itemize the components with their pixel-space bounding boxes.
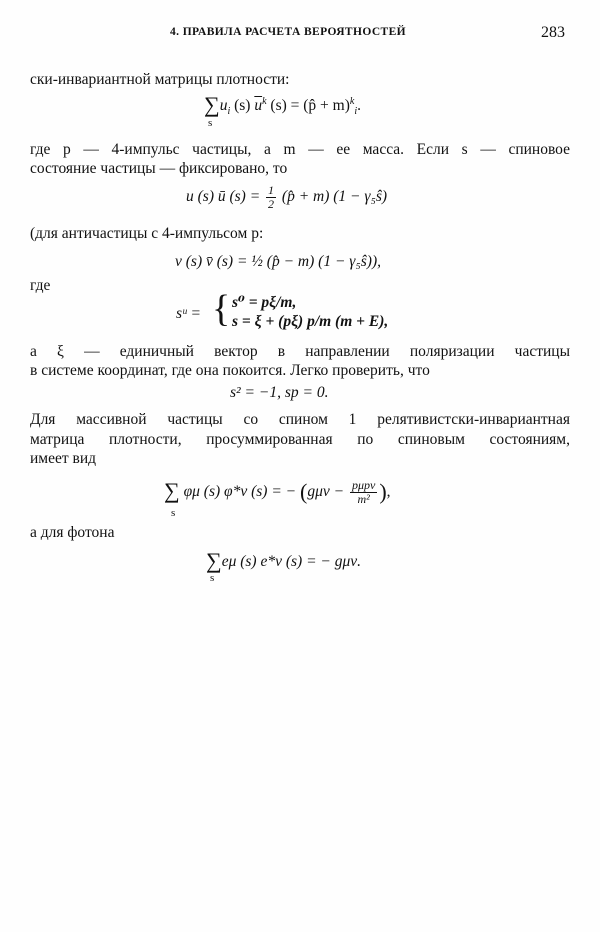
text-line: в системе координат, где она покоится. Легко проверить, что <box>30 362 430 379</box>
sum-index: s <box>171 507 176 519</box>
sum-index: s <box>208 117 213 129</box>
text-line: имеет вид <box>30 450 97 467</box>
equation-vector-density: ∑ φμ (s) φ*ν (s) = − (gμν − $\frac{\text{pμpν}}{\text{m²}}$ ), <box>164 477 391 506</box>
text-line: Для массивной частицы со спином 1 релятивистски-инвариантная <box>30 411 570 428</box>
sum-index: s <box>210 572 215 584</box>
fraction: $\frac{1}{2}$ <box>268 183 275 211</box>
text-line: состояние частицы — фиксировано, то <box>30 160 288 177</box>
left-brace: { <box>212 288 231 330</box>
text-line: а ξ — единичный вектор в направлении поляризации частицы <box>30 343 570 360</box>
equation-antiparticle: v (s) v̄ (s) = ½ (p̂ − m) (1 − γ₅ŝ)), <box>175 253 382 270</box>
fraction: $\frac{\text{pμpν}}{\text{m²}}$ <box>351 477 376 506</box>
equation-fixed-spin: u (s) ū (s) = $\frac{1}{2}$ (p̂ + m) (1 − γ₅ŝ) <box>186 183 388 211</box>
equation-density-sum: $\sum u_i$ (s) $\overline{u}^k$ (s) = (p̂ + m)$^k_i$. <box>204 92 361 117</box>
text-line: (для античастицы с 4-импульсом p: <box>30 225 264 242</box>
text-line: а для фотона <box>30 524 115 541</box>
equation-spin-vector-line-1: s⁰ = pξ/m, <box>232 294 297 311</box>
equation-spin-vector-lhs: sᵘ = <box>176 305 201 322</box>
page-number: 283 <box>541 24 565 41</box>
equation-spin-vector-line-2: s = ξ + (pξ) p/m (m + E), <box>232 313 389 330</box>
text-line: где <box>30 277 51 294</box>
running-title: 4. ПРАВИЛА РАСЧЕТА ВЕРОЯТНОСТЕЙ <box>170 26 407 38</box>
equation-photon-density: ∑eμ (s) e*ν (s) = − gμν. <box>206 548 362 573</box>
text-line: матрица плотности, просуммированная по спиновым состояниям, <box>30 431 570 448</box>
equation-spin-norm: s² = −1, sp = 0. <box>230 384 329 401</box>
text-line: где p — 4-импульс частицы, а m — ее масса. Если s — спиновое <box>30 141 570 158</box>
text-line: ски-инвариантной матрицы плотности: <box>30 71 290 88</box>
